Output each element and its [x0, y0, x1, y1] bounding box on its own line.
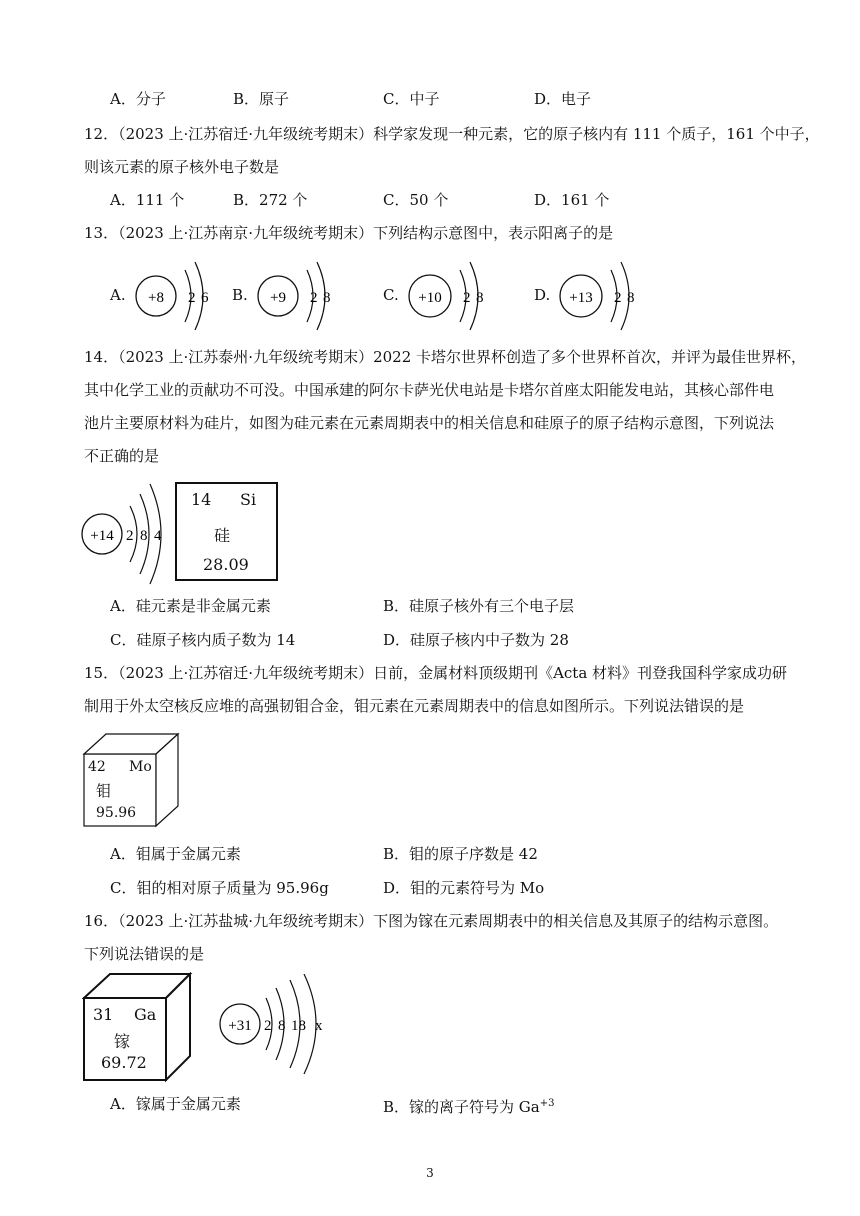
q14-stem-line3: 池片主要原材料为硅片，如图为硅元素在元素周期表中的相关信息和硅原子的原子结构示意图，下列说法	[84, 414, 775, 432]
q13-a-shell-1: 2	[188, 290, 196, 306]
q14-atomic-number: 14	[191, 490, 212, 509]
q14-atomic-mass: 28.09	[203, 555, 249, 574]
q13-b-nucleus: +9	[270, 290, 286, 306]
q13-diagram-d	[557, 258, 643, 334]
q13-d-shell-1: 2	[614, 290, 622, 306]
q11-option-b: B．原子	[233, 90, 290, 108]
q12-option-b: B．272 个	[233, 191, 308, 209]
q15-option-b: B．钼的原子序数是 42	[383, 845, 538, 863]
q13-a-nucleus: +8	[148, 290, 164, 306]
q13-option-b-label: B.	[232, 286, 248, 304]
q14-atom-nucleus: +14	[90, 528, 114, 544]
q16-option-b	[383, 1094, 554, 1117]
q14-option-d: D．硅原子核内中子数为 28	[383, 631, 569, 649]
q14-silicon-element-card	[175, 482, 278, 581]
q16-option-b-text: B．镓的离子符号为 Ga	[383, 1098, 540, 1116]
q12-option-d: D．161 个	[534, 191, 610, 209]
q13-d-shell-2: 8	[627, 290, 635, 306]
q12-option-a: A．111 个	[110, 191, 185, 209]
q12-option-c: C．50 个	[383, 191, 449, 209]
q15-option-c: C．钼的相对原子质量为 95.96g	[110, 879, 329, 897]
q16-atom-shell-4: x	[315, 1018, 323, 1034]
q13-c-nucleus: +10	[418, 290, 442, 306]
q11-option-c: C．中子	[383, 90, 440, 108]
q16-atom-nucleus: +31	[228, 1018, 252, 1034]
q15-stem-line1: 15．（2023 上·江苏宿迁·九年级统考期末）日前，金属材料顶级期刊《Acta 材料》刊登我国科学家成功研	[84, 664, 788, 682]
q13-diagram-c	[406, 258, 492, 334]
q13-diagram-b	[255, 258, 337, 334]
q14-element-name: 硅	[214, 526, 231, 545]
q16-element-name: 镓	[114, 1032, 131, 1051]
q16-atom-shell-3: 18	[291, 1018, 306, 1034]
q16-element-symbol: Ga	[134, 1005, 157, 1024]
q13-d-nucleus: +13	[569, 290, 593, 306]
q14-silicon-atom-diagram	[80, 480, 180, 588]
q15-element-symbol: Mo	[129, 759, 152, 775]
q12-stem-line2: 则该元素的原子核外电子数是	[84, 158, 280, 176]
q13-a-shell-2: 6	[201, 290, 209, 306]
q12-stem-line1: 12．（2023 上·江苏宿迁·九年级统考期末）科学家发现一种元素，它的原子核内有 111 个质子，161 个中子，	[84, 125, 820, 143]
q14-option-a: A．硅元素是非金属元素	[110, 597, 271, 615]
q13-stem-line1: 13．（2023 上·江苏南京·九年级统考期末）下列结构示意图中，表示阳离子的是	[84, 224, 614, 242]
q11-option-a: A．分子	[110, 90, 166, 108]
q13-b-shell-2: 8	[323, 290, 331, 306]
q16-gallium-atom-diagram	[218, 974, 346, 1080]
q14-atom-shell-2: 8	[140, 528, 148, 544]
q14-atom-shell-3: 4	[154, 528, 162, 544]
q16-atomic-mass: 69.72	[101, 1053, 147, 1072]
q14-atom-shell-1: 2	[126, 528, 134, 544]
q16-stem-line2: 下列说法错误的是	[84, 945, 205, 963]
q13-option-c-label: C.	[383, 286, 399, 304]
q16-atom-shell-2: 8	[278, 1018, 286, 1034]
q16-option-a: A．镓属于金属元素	[110, 1095, 241, 1113]
q15-option-a: A．钼属于金属元素	[110, 845, 241, 863]
q16-option-b-charge: +3	[539, 1098, 555, 1109]
q16-stem-line1: 16．（2023 上·江苏盐城·九年级统考期末）下图为镓在元素周期表中的相关信息及其原子的结构示意图。	[84, 912, 779, 930]
q13-diagram-a	[133, 258, 215, 334]
q15-stem-line2: 制用于外太空核反应堆的高强韧钼合金，钼元素在元素周期表中的信息如图所示。下列说法错误的是	[84, 697, 745, 715]
q14-stem-line2: 其中化学工业的贡献功不可没。中国承建的阿尔卡萨光伏电站是卡塔尔首座太阳能发电站，其核心部件电	[84, 381, 775, 399]
q15-atomic-mass: 95.96	[96, 805, 137, 821]
q14-option-b: B．硅原子核外有三个电子层	[383, 597, 575, 615]
q15-option-d: D．钼的元素符号为 Mo	[383, 879, 545, 897]
q13-option-d-label: D.	[534, 286, 551, 304]
q14-stem-line1: 14．（2023 上·江苏泰州·九年级统考期末）2022 卡塔尔世界杯创造了多个世界杯首次，并评为最佳世界杯，	[84, 348, 807, 366]
q13-c-shell-2: 8	[476, 290, 484, 306]
q13-option-a-label: A.	[110, 286, 126, 304]
q16-atomic-number: 31	[93, 1005, 114, 1024]
q13-c-shell-1: 2	[463, 290, 471, 306]
page-number: 3	[426, 1166, 434, 1180]
q13-b-shell-1: 2	[310, 290, 318, 306]
q14-stem-line4: 不正确的是	[84, 447, 160, 465]
q15-atomic-number: 42	[88, 759, 106, 775]
q11-option-d: D．电子	[534, 90, 592, 108]
q15-element-name: 钼	[96, 782, 112, 800]
q14-element-symbol: Si	[240, 490, 257, 509]
q16-atom-shell-1: 2	[264, 1018, 272, 1034]
q14-option-c: C．硅原子核内质子数为 14	[110, 631, 296, 649]
